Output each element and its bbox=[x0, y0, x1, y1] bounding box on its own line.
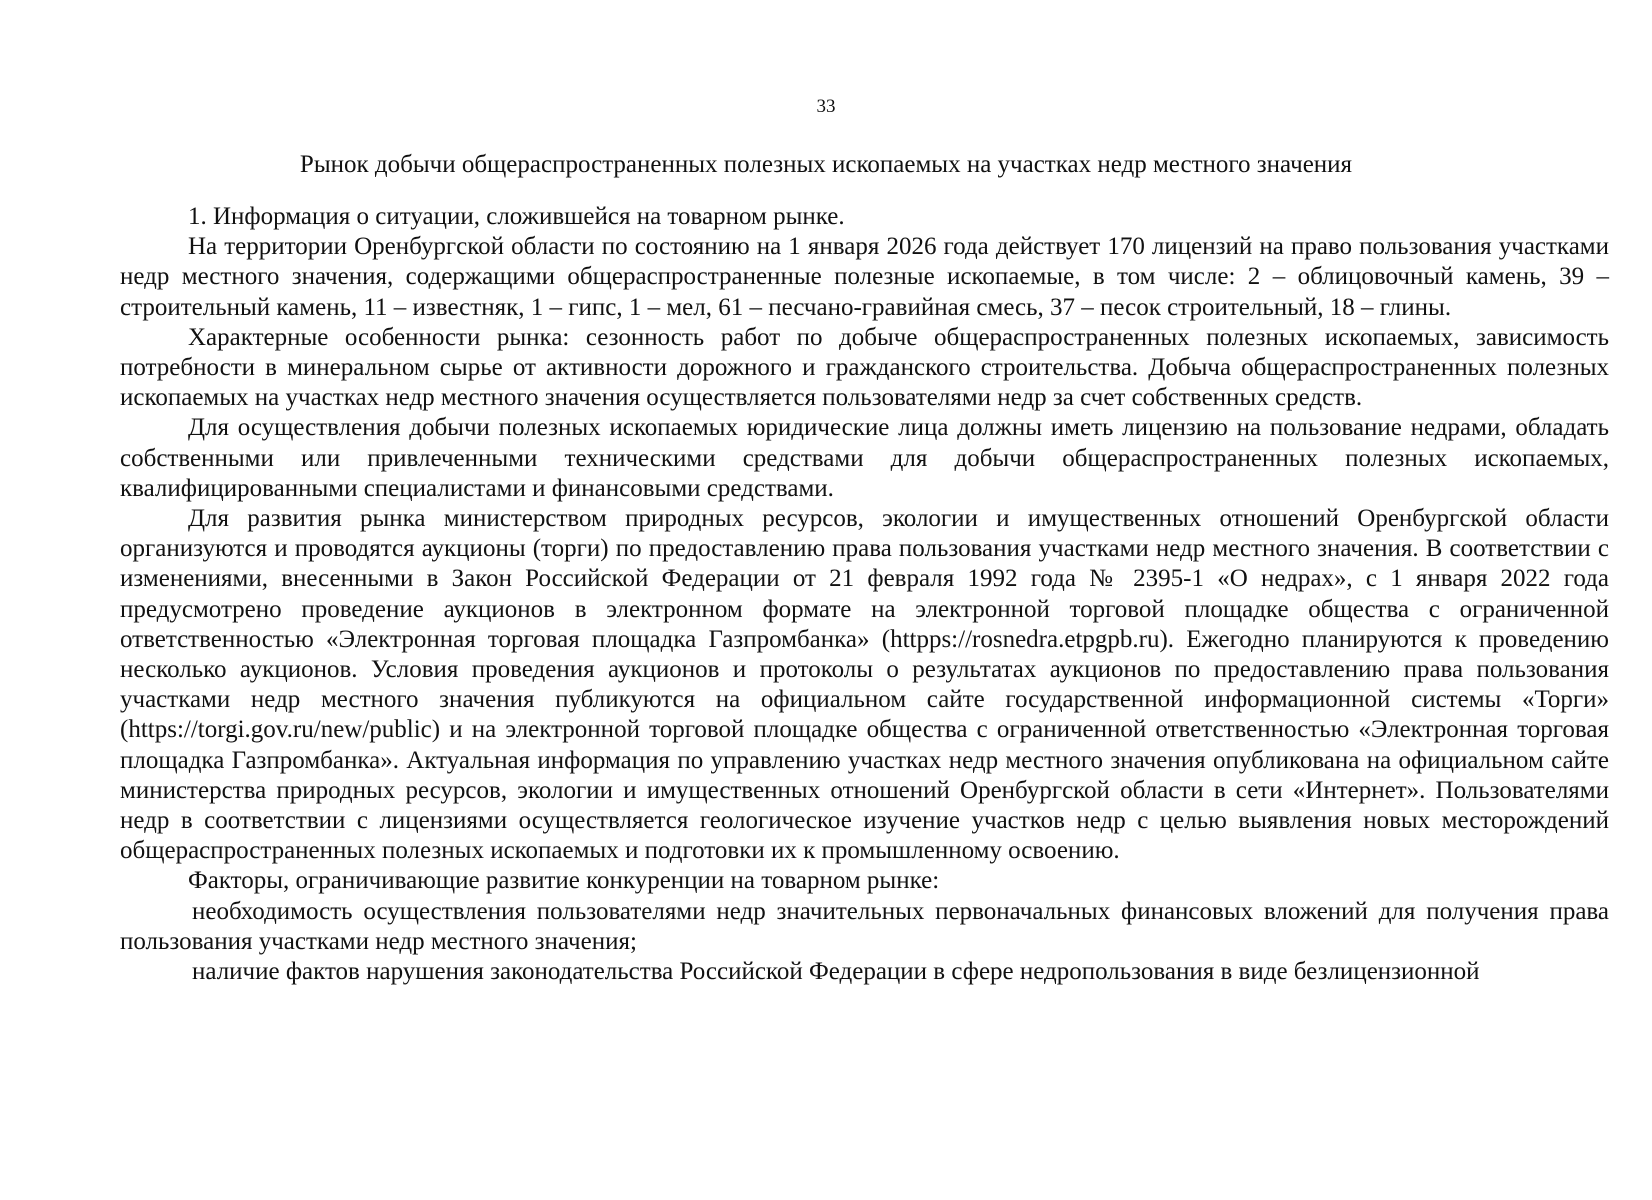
paragraph-licenses: На территории Оренбургской области по состоянию на 1 января 2026 года действует 170 лицензий на право пользования участками недр местного значения, содержащими общераспространенные полезные ископаемые, в том числе: 2 – облицовочный камень, 39 – строительный камень, 11 – известняк, 1 – гипс, 1 – мел, 61 – песчано-гравийная смесь, 37 – песок строительный, 18 – глины. bbox=[120, 233, 1609, 321]
document-body bbox=[120, 202, 1609, 987]
document-title: Рынок добычи общераспространенных полезных ископаемых на участках недр местного значения bbox=[299, 151, 1353, 178]
paragraph-market-features: Характерные особенности рынка: сезонность работ по добыче общераспространенных полезных ископаемых, зависимость потребности в минеральном сырье от активности дорожного и гражданского строительства. Добыча общераспространенных полезных ископаемых на участках недр местного значения осуществляется пользователями недр за счет собственных средств. bbox=[120, 323, 1609, 412]
list-item-investment: необходимость осуществления пользователями недр значительных первоначальных финансовых вложений для получения права пользования участками недр местного значения; bbox=[120, 897, 1609, 955]
section-heading: 1. Информация о ситуации, сложившейся на товарном рынке. bbox=[188, 203, 845, 230]
paragraph-factors-heading: Факторы, ограничивающие развитие конкуренции на товарном рынке: bbox=[188, 867, 940, 895]
list-item-violations: наличие фактов нарушения законодательства Российской Федерации в сфере недропользования в виде безлицензионной bbox=[192, 958, 1480, 986]
paragraph-requirements: Для осуществления добычи полезных ископаемых юридические лица должны иметь лицензию на пользование недрами, обладать собственными или привлеченными техническими средствами для добычи общераспространенных полезных ископаемых, квалифицированными специалистами и финансовыми средствами. bbox=[120, 414, 1609, 502]
page-number: 33 bbox=[816, 96, 836, 117]
paragraph-auctions: Для развития рынка министерством природных ресурсов, экологии и имущественных отношений Оренбургской области организуются и проводятся аукционы (торги) по предоставлению права пользования участками недр местного значения. В соответствии с изменениями, внесенными в Закон Российской Федерации от 21 февраля 1992 года № 2395-1 «О недрах», с 1 января 2022 года предусмотрено проведение аукционов в электронном формате на электронной торговой площадке общества с ограниченной ответственностью «Электронная торговая площадка Газпромбанка» (httpps://rosnedra.etpgpb.ru). Ежегодно планируются к проведению несколько аукционов. Условия проведения аукционов и протоколы о результатах аукционов по предоставлению права пользования участками недр местного значения публикуются на официальном сайте государственной информационной системы «Торги» (https://torgi.gov.ru/new/public) и на электронной торговой площадке общества с ограниченной ответственностью «Электронная торговая площадка Газпромбанка». Актуальная информация по управлению участках недр местного значения опубликована на официальном сайте министерства природных ресурсов, экологии и имущественных отношений Оренбургской области в сети «Интернет». Пользователями недр в соответствии с лицензиями осуществляется геологическое изучение участков недр с целью выявления новых месторождений общераспространенных полезных ископаемых и подготовки их к промышленному освоению. bbox=[120, 505, 1609, 865]
